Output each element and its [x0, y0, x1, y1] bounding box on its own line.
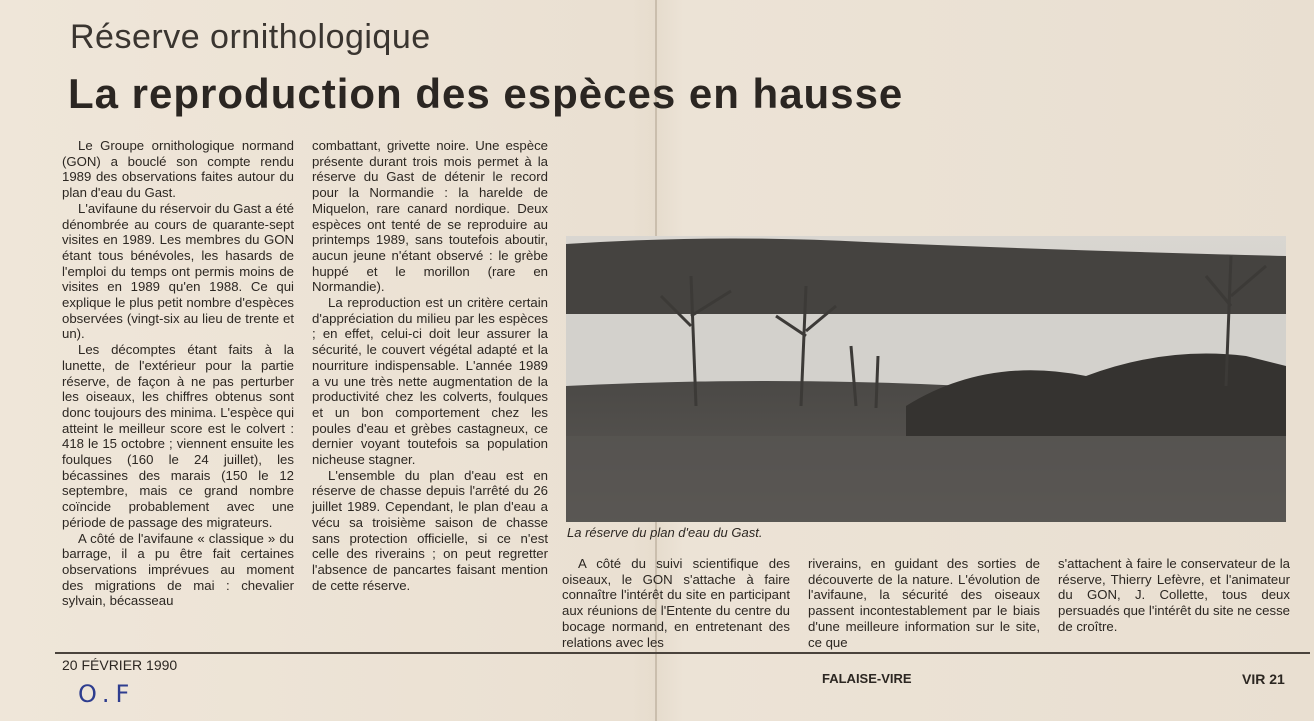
paragraph: combattant, grivette noire. Une espèce présente durant trois mois permet à la réserve du Gast de détenir le record pour la Normandie : la harelde de Miquelon, rare canard nordique. Deux espèces ont tenté de se reproduire au printemps 1989, sans toutefois aboutir, aucun jeune n'étant observé : le grèbe huppé et le morillon (rare en Normandie).: [312, 138, 548, 295]
lake-photo: [566, 236, 1286, 522]
article-column-2: [312, 138, 548, 593]
paragraph: L'ensemble du plan d'eau est en réserve de chasse depuis l'arrêté du 26 juillet 1989. Cependant, le plan d'eau a vécu sa troisième saison de chasse sans protection officielle, si ce n'est celle des riverains ; on peut regretter l'absence de pancartes faisant mention de cette réserve.: [312, 467, 548, 593]
article-column-4: [808, 556, 1040, 650]
paragraph: L'avifaune du réservoir du Gast a été dénombrée au cours de quarante-sept visites en 1989. Les membres du GON étant tous bénévoles, les hasards de l'emploi du temps ont permis moins de visites en 1989 qu'en 1988. Ce qui explique le plus petit nombre d'espèces observées (vingt-six au lieu de trente et un).: [62, 200, 294, 342]
paragraph: A côté du suivi scientifique des oiseaux, le GON s'attache à faire connaître l'intérêt du site en participant aux réunions de l'Entente du centre du bocage normand, en entretenant des relations avec les: [562, 556, 790, 650]
issue-date: 20 FÉVRIER 1990: [62, 657, 178, 673]
headline: La reproduction des espèces en hausse: [68, 70, 904, 117]
article-column-3: [562, 556, 790, 650]
article-column-5: [1058, 556, 1290, 635]
photo-caption: La réserve du plan d'eau du Gast.: [567, 525, 763, 540]
article-column-1: [62, 138, 294, 609]
bleed-through-text: [890, 62, 1310, 122]
handwritten-annotation: O.F: [78, 680, 136, 708]
lake-photo-drawing: [566, 236, 1286, 522]
paragraph: A côté de l'avifaune « classique » du barrage, il a pu être fait certaines observations imprévues au moment des migrations de mai : chevalier sylvain, bécasseau: [62, 530, 294, 609]
footer-rule: [55, 652, 1310, 654]
paragraph: Les décomptes étant faits à la lunette, de l'extérieur pour la partie réserve, de façon à ne pas perturber les oiseaux, les chiffres obtenus sont donc toujours des minima. L'espèce qui atteint le meilleur score est le colvert : 418 le 15 octobre ; viennent ensuite les foulques (160 le 24 juillet), les bécassines des marais (150 le 12 septembre, mais ce grand nombre coïncide probablement avec une période de passage des migrateurs.: [62, 342, 294, 530]
edition-region: FALAISE-VIRE: [822, 671, 912, 686]
paragraph: Le Groupe ornithologique normand (GON) a bouclé son compte rendu 1989 des observations faites autour du plan d'eau du Gast.: [62, 138, 294, 201]
kicker: Réserve ornithologique: [70, 18, 431, 56]
paragraph: La reproduction est un critère certain d'appréciation du milieu par les espèces ; en effet, celui-ci doit leur assurer la sécurité, le couvert végétal adapté et la nourriture indispensable. L'année 1989 a vu une très nette augmentation de la productivité chez les colverts, foulques et un bon comportement chez les poules d'eau et grèbes castagneux, ce dernier voyant toutefois sa population nicheuse stagner.: [312, 295, 548, 468]
paragraph: s'attachent à faire le conservateur de la réserve, Thierry Lefèvre, et l'animateur du GON, J. Collette, tous deux persuadés que l'intérêt du site ne cesse de croître.: [1058, 556, 1290, 634]
page-number: VIR 21: [1242, 671, 1285, 687]
paragraph: riverains, en guidant des sorties de découverte de la nature. L'évolution de l'avifaune, la sécurité des oiseaux passent incontestablement par le biais d'une meilleure information sur le site, ce que: [808, 556, 1040, 650]
